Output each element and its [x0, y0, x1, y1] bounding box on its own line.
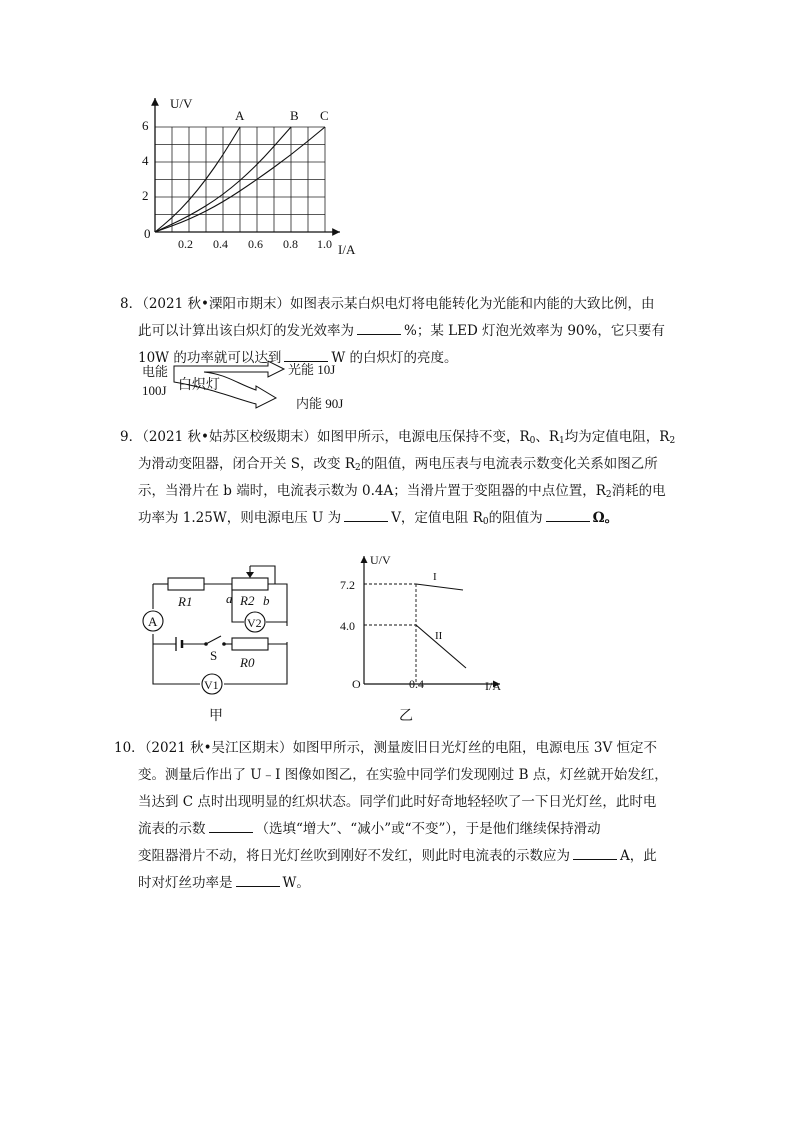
v2-label: V2: [247, 616, 262, 630]
q9-blank-2[interactable]: [546, 509, 590, 522]
energy-flow-diagram: [138, 356, 378, 420]
input-value: 100J: [142, 383, 167, 398]
rheostat-r2: [232, 578, 268, 590]
q10-number: 10．: [114, 740, 145, 756]
x-value-0.4: 0.4: [409, 677, 424, 691]
circuit-diagram: [136, 556, 296, 696]
q9-number: 9．: [120, 429, 143, 445]
q8-line3a: 10W 的功率就可以达到: [138, 350, 282, 366]
ammeter-label: A: [148, 614, 158, 629]
graph-grid: [155, 127, 325, 232]
q9-line1a: 如图甲所示，电源电压保持不变，R: [316, 429, 530, 445]
y-axis-label: U/V: [170, 96, 193, 111]
r1-label: R1: [178, 594, 193, 609]
heat-output: 内能 90J: [296, 396, 344, 411]
origin-label: 0: [144, 226, 151, 241]
lamp-label: 白炽灯: [178, 378, 220, 393]
q9-line4b: V，定值电阻 R: [391, 510, 483, 526]
x-tick-0.4: 0.4: [213, 237, 228, 251]
q9-line1c: 均为定值电阻，R: [564, 429, 670, 445]
q9-line3a: 示，当滑片在 b 端时，电流表示数为 0.4A；当滑片置于变阻器的中点位置，R: [138, 483, 606, 499]
x-axis-label: I/A: [338, 242, 356, 257]
q10-line6b: W。: [282, 875, 310, 891]
q8-line2a: 此可以计算出该白炽灯的发光效率为: [138, 323, 354, 339]
q10-blank-3[interactable]: [236, 874, 280, 887]
q10-line6a: 时对灯丝功率是: [138, 875, 233, 891]
q8-source: （2021 秋•溧阳市期末）: [142, 296, 290, 312]
y-value-7.2: 7.2: [340, 578, 355, 592]
ui-graph-abc: [130, 92, 370, 257]
resistor-r0: [232, 638, 268, 650]
input-label: 电能: [142, 364, 169, 379]
q10-line4a: 流表的示数: [138, 821, 206, 837]
q9-line4c: 的阻值为: [488, 510, 543, 526]
q8-line3b: W 的白炽灯的亮度。: [331, 350, 458, 366]
q9-line2a: 为滑动变阻器，闭合开关 S，改变 R: [138, 456, 355, 472]
question-9: [120, 424, 680, 532]
q9-sub-r2b: 2: [355, 463, 361, 473]
q9-sub-r0b: 0: [482, 517, 489, 527]
q10-line1: 如图甲所示，测量废旧日光灯丝的电阻，电源电压 3V 恒定不: [292, 740, 657, 756]
curve-label-c: C: [320, 108, 329, 123]
q10-blank-2[interactable]: [573, 847, 617, 860]
y-tick-4: 4: [142, 153, 149, 168]
v1-label: V1: [204, 678, 219, 692]
x-tick-0.6: 0.6: [248, 237, 263, 251]
q10-line4b: （选填“增大”、“减小”或“不变”），于是他们继续保持滑动: [255, 821, 601, 837]
x-tick-0.2: 0.2: [178, 237, 193, 251]
q9-sub-r2: 2: [669, 436, 676, 446]
end-b-label: b: [263, 593, 270, 608]
q9-blank-1[interactable]: [344, 509, 388, 522]
resistor-r1: [168, 578, 204, 590]
y-value-4.0: 4.0: [340, 619, 355, 633]
caption-yi: 乙: [399, 708, 413, 724]
q10-line2: 变。测量后作出了 U﹣I 图像如图乙，在实验中同学们发现刚过 B 点，灯丝就开始发红，: [138, 767, 668, 783]
curve-label-a: A: [235, 108, 245, 123]
q9-line4a: 功率为 1.25W，则电源电压 U 为: [138, 510, 342, 526]
light-output: 光能 10J: [288, 362, 336, 377]
x-tick-1.0: 1.0: [317, 237, 332, 251]
q10-line5b: A，此: [620, 848, 657, 864]
r2-label: R2: [240, 593, 255, 608]
question-10: [114, 735, 680, 897]
q10-blank-1[interactable]: [209, 820, 253, 833]
y-tick-6: 6: [142, 118, 149, 133]
q8-blank-1[interactable]: [357, 322, 401, 335]
q10-line3: 当达到 C 点时出现明显的红炽状态。同学们此时好奇地轻轻吹了一下日光灯丝，此时电: [138, 794, 657, 810]
curve-label-b: B: [290, 108, 299, 123]
q10-line5a: 变阻器滑片不动，将日光灯丝吹到刚好不发红，则此时电流表的示数应为: [138, 848, 570, 864]
line-ii-label: II: [435, 630, 443, 642]
q8-line1: 如图表示某白炽电灯将电能转化为光能和内能的大致比例，由: [289, 296, 655, 312]
graph-x-label: I/A: [485, 679, 501, 693]
q8-line2b: %；某 LED 灯泡光效率为 90%，它只要有: [404, 323, 665, 339]
q9-sub-r2c: 2: [605, 490, 612, 500]
q9-sub-r0: 0: [529, 436, 536, 446]
line-i: [416, 584, 463, 590]
y-tick-2: 2: [142, 188, 149, 203]
caption-jia: 甲: [209, 708, 223, 724]
q9-unit: Ω。: [592, 510, 619, 526]
q9-sub-r1: 1: [559, 436, 565, 446]
q9-line2b: 的阻值，两电压表与电流表示数变化关系如图乙所: [360, 456, 658, 472]
q9-source: （2021 秋•姑苏区校级期末）: [142, 429, 317, 445]
q10-source: （2021 秋•吴江区期末）: [144, 740, 293, 756]
voltage-current-graph: [340, 548, 512, 694]
slider-arrow: [246, 572, 254, 578]
r0-label: R0: [240, 655, 255, 670]
line-i-label: I: [433, 571, 437, 583]
graph-y-label: U/V: [370, 553, 391, 567]
q9-line3b: 消耗的电: [611, 483, 666, 499]
q9-line1b: 、R: [535, 429, 560, 445]
end-a-label: a: [226, 591, 233, 606]
x-tick-0.8: 0.8: [283, 237, 298, 251]
q8-number: 8．: [120, 296, 143, 312]
switch-label: S: [210, 648, 218, 663]
graph-origin: O: [352, 677, 361, 691]
